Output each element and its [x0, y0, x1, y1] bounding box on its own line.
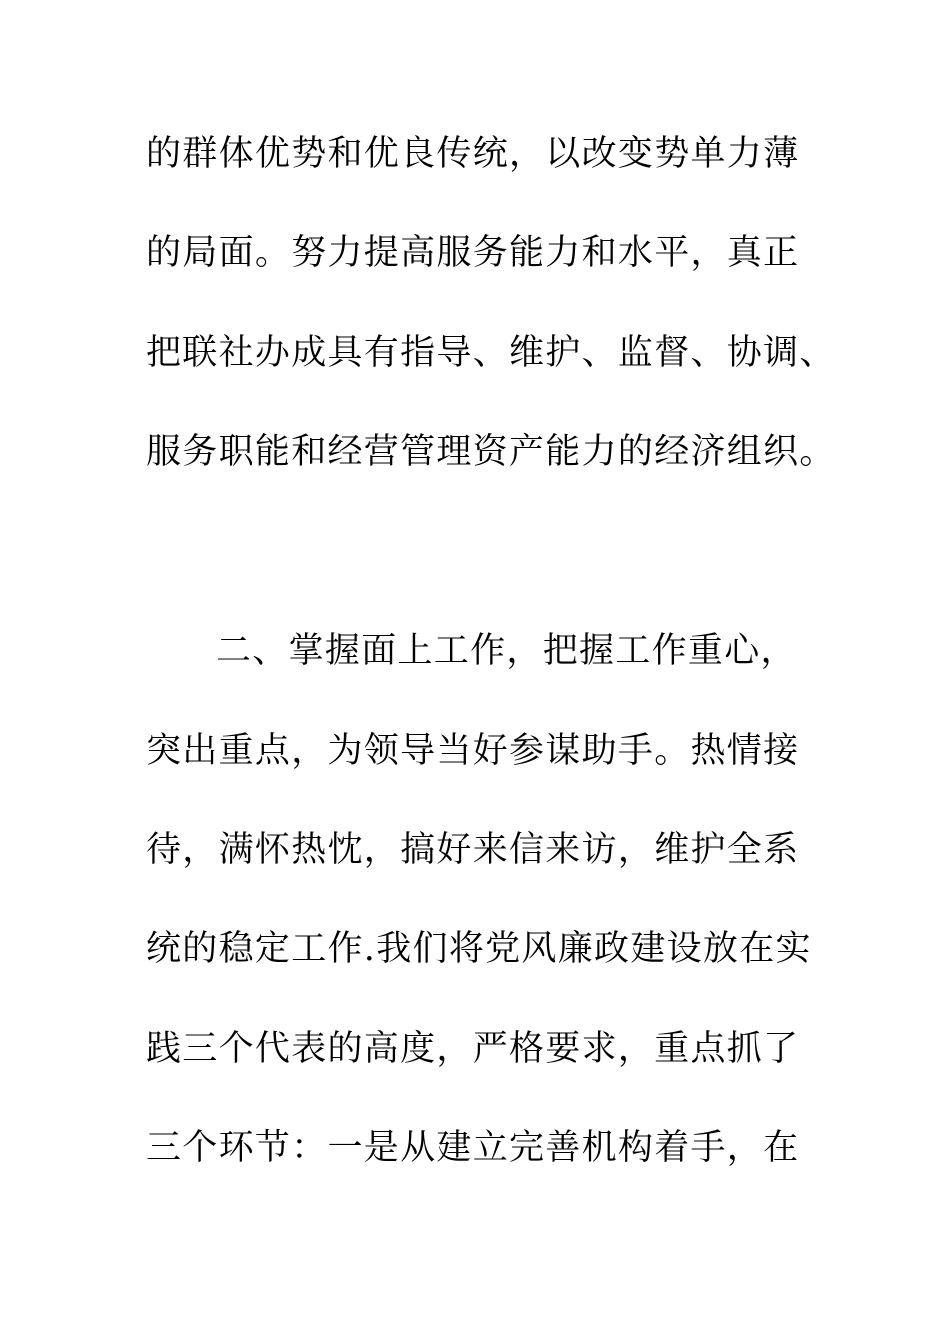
text-line: 的群体优势和优良传统，以改变势单力薄 — [146, 134, 800, 174]
text-line: 统的稳定工作.我们将党风廉政建设放在实 — [146, 929, 812, 969]
text-line: 把联社办成具有指导、维护、监督、协调、 — [146, 333, 836, 373]
section-heading-line: 二、掌握面上工作，把握工作重心， — [216, 631, 797, 671]
text-line: 践三个代表的高度，严格要求，重点抓了 — [146, 1029, 800, 1069]
text-line: 的局面。努力提高服务能力和水平，真正 — [146, 233, 800, 273]
text-line: 服务职能和经营管理资产能力的经济组织。 — [146, 432, 836, 472]
text-line: 突出重点，为领导当好参谋助手。热情接 — [146, 731, 800, 771]
text-line: 待，满怀热忱，搞好来信来访，维护全系 — [146, 830, 800, 870]
text-line: 三个环节：一是从建立完善机构着手，在 — [146, 1128, 800, 1168]
